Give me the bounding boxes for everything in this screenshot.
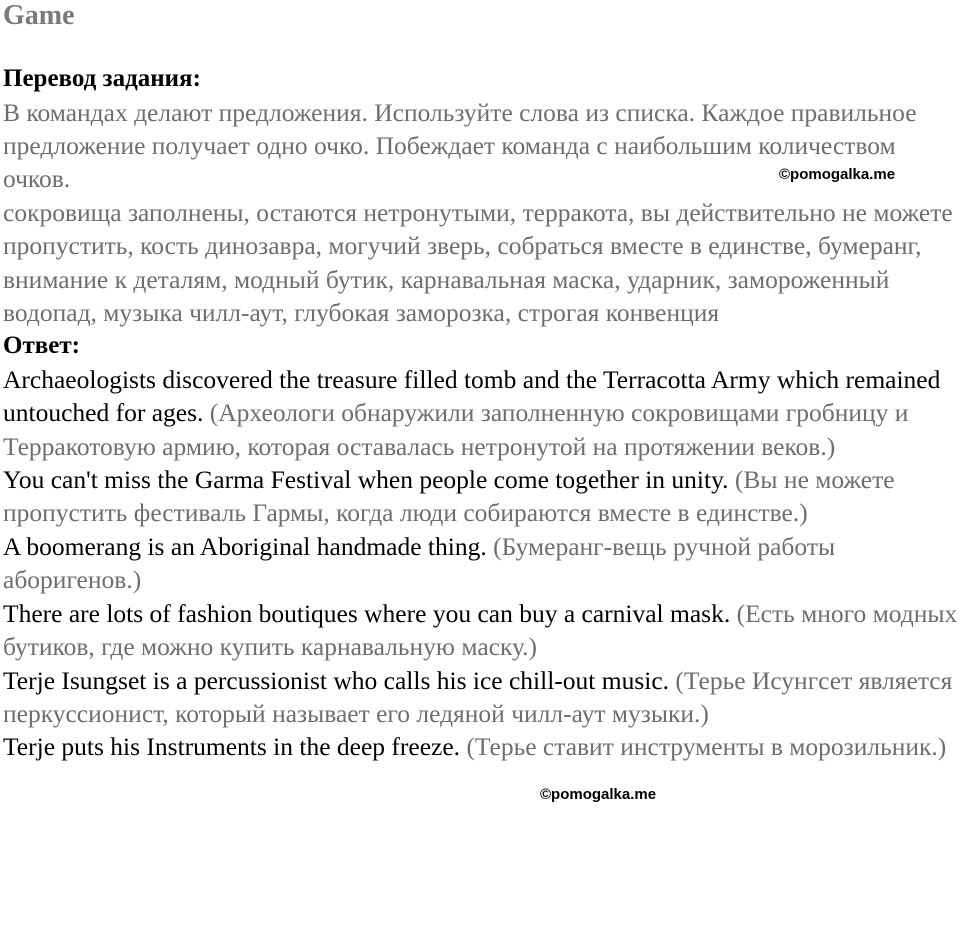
answer-russian: (Бумеранг-вещь ручной работы аборигенов.): [3, 531, 836, 595]
document-page: [3, 0, 958, 764]
answer-item: [3, 730, 958, 763]
answer-item: [3, 597, 958, 664]
answer-russian: (Терье ставит инструменты в морозильник.): [466, 732, 947, 762]
watermark-top: ©pomogalka.me: [779, 166, 896, 183]
answer-item: [3, 363, 958, 463]
task-text: В командах делают предложения. Используйте слова из списка. Каждое правильное предложение получает одно очко. Побеждает команда с наибольшим количеством очков.: [3, 97, 917, 194]
word-list: сокровища заполнены, остаются нетронутыми, терракота, вы действительно не можете пропустить, кость динозавра, могучий зверь, собраться вместе в единстве, бумеранг, внимание к деталям, модный бутик, карнавальная маска, ударник, замороженный водопад, музыка чилл-аут, глубокая заморозка, строгая конвенция: [3, 197, 953, 327]
answer-russian: (Археологи обнаружили заполненную сокровищами гробницу и Терракотовую армию, которая оставалась нетронутой на протяжении веков.): [3, 398, 909, 461]
answer-russian: (Терье Исунгсет является перкуссионист, который называет его ледяной чилл-аут музыки.): [3, 665, 953, 728]
title-spacer: [3, 32, 958, 62]
answer-item: [3, 530, 958, 597]
answer-english: Terje Isungset is a percussionist who calls his ice chill-out music.: [3, 665, 670, 695]
answer-item: [3, 664, 958, 731]
page-title: Game: [3, 0, 75, 31]
answer-list: [3, 363, 958, 764]
answer-english: You can't miss the Garma Festival when people come together in unity.: [3, 465, 729, 495]
answer-english: Terje puts his Instruments in the deep freeze.: [3, 732, 461, 762]
watermark-bottom: ©pomogalka.me: [540, 786, 657, 803]
answer-russian: (Есть много модных бутиков, где можно купить карнавальную маску.): [3, 598, 958, 662]
answer-item: [3, 463, 958, 530]
answer-heading: Ответ:: [3, 332, 80, 360]
task-heading: Перевод задания:: [3, 65, 201, 92]
answer-english: Archaeologists discovered the treasure filled tomb and the Terracotta Army which remained untouched for ages.: [3, 364, 941, 428]
answer-english: There are lots of fashion boutiques where you can buy a carnival mask.: [3, 598, 731, 628]
answer-english: A boomerang is an Aboriginal handmade thing.: [3, 531, 487, 561]
answer-russian: (Вы не можете пропустить фестиваль Гармы, когда люди собираются вместе в единстве.): [3, 465, 895, 528]
